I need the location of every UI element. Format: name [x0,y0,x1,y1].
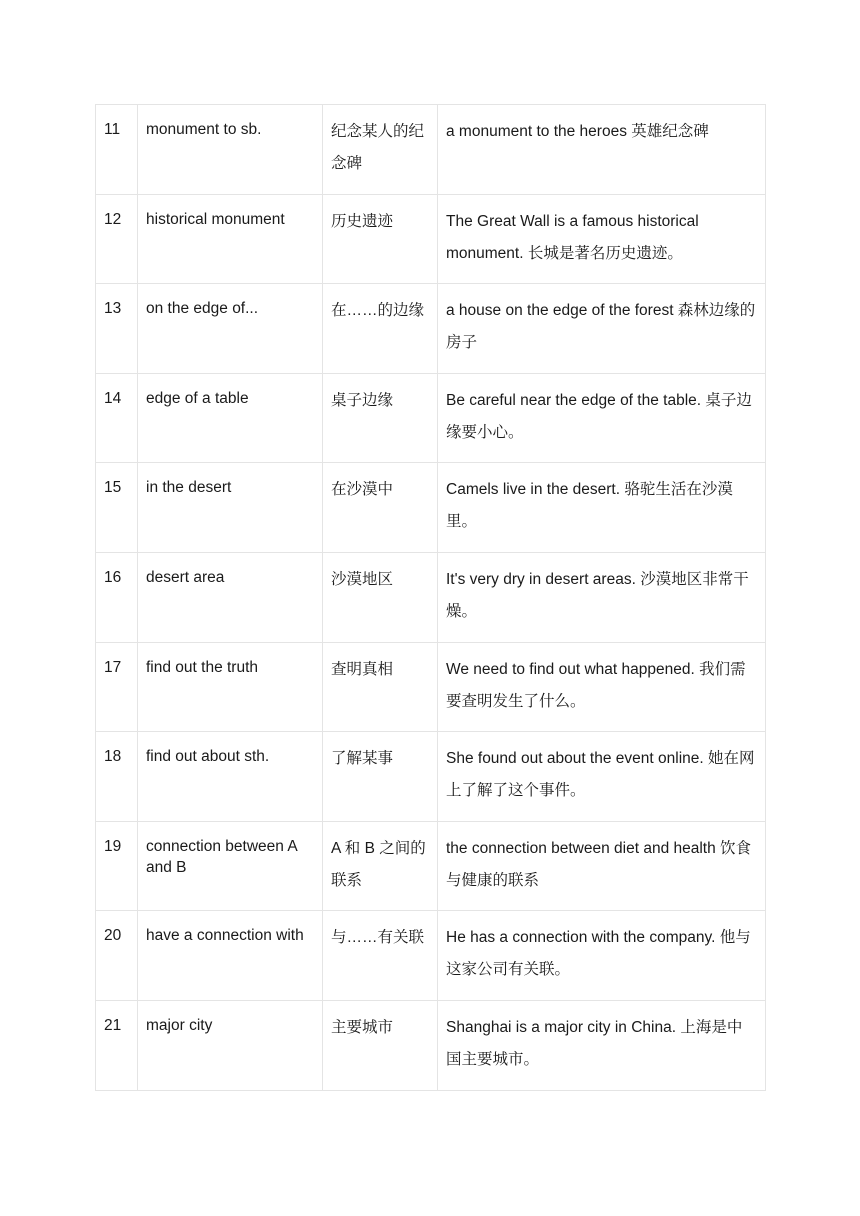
example-cell [438,552,766,642]
phrase-cell [138,821,323,911]
meaning-cell [323,642,438,732]
phrase-cell [138,373,323,463]
example-cell [438,194,766,284]
row-number: 11 [104,121,121,138]
row-number-cell [96,284,138,374]
phrase-cell [138,642,323,732]
row-number-cell [96,732,138,822]
english-phrase: connection between A and B [146,837,297,876]
example-cell [438,911,766,1001]
table-row [96,911,766,1001]
chinese-meaning: 与……有关联 [331,929,425,947]
english-phrase: desert area [146,568,225,586]
example-cell [438,732,766,822]
vocabulary-table-body [96,105,766,1091]
example-cell [438,642,766,732]
chinese-meaning: 纪念某人的纪念碑 [331,123,425,172]
meaning-cell [323,732,438,822]
example-cell [438,821,766,911]
meaning-cell [323,105,438,195]
english-phrase: in the desert [146,479,232,497]
phrase-cell [138,284,323,374]
example-sentence: Camels live in the desert. 骆驼生活在沙漠里。 [446,481,733,531]
meaning-cell [323,463,438,553]
table-row [96,552,766,642]
example-sentence: We need to find out what happened. 我们需要查明发生了什么。 [446,660,746,710]
example-sentence: The Great Wall is a famous historical monument. 长城是著名历史遗迹。 [446,212,699,262]
phrase-cell [138,1000,323,1090]
chinese-meaning: 桌子边缘 [331,391,394,409]
chinese-meaning: A 和 B 之间的联系 [331,839,426,889]
chinese-meaning: 查明真相 [331,660,394,678]
english-phrase: on the edge of... [146,300,259,318]
phrase-cell [138,105,323,195]
row-number: 13 [104,300,122,318]
english-phrase: edge of a table [146,389,249,407]
example-sentence: the connection between diet and health 饮食与健康的联系 [446,839,752,889]
chinese-meaning: 了解某事 [331,750,394,768]
row-number-cell [96,463,138,553]
chinese-meaning: 历史遗迹 [331,212,394,230]
row-number: 12 [104,210,122,228]
meaning-cell [323,373,438,463]
table-row [96,732,766,822]
example-cell [438,1000,766,1090]
english-phrase: historical monument [146,210,285,228]
meaning-cell [323,552,438,642]
row-number-cell [96,642,138,732]
meaning-cell [323,911,438,1001]
row-number: 16 [104,568,122,586]
example-sentence: a monument to the heroes 英雄纪念碑 [446,123,709,140]
phrase-cell [138,732,323,822]
example-sentence: a house on the edge of the forest 森林边缘的房子 [446,302,756,352]
meaning-cell [323,194,438,284]
row-number: 18 [104,748,122,766]
table-row [96,1000,766,1090]
english-phrase: monument to sb. [146,121,262,138]
meaning-cell [323,1000,438,1090]
chinese-meaning: 沙漠地区 [331,570,394,588]
row-number: 17 [104,658,122,676]
example-cell [438,463,766,553]
phrase-cell [138,194,323,284]
example-sentence: He has a connection with the company. 他与这家公司有关联。 [446,929,751,979]
row-number-cell [96,821,138,911]
english-phrase: major city [146,1016,213,1034]
table-row [96,463,766,553]
row-number-cell [96,105,138,195]
phrase-cell [138,911,323,1001]
example-sentence: Be careful near the edge of the table. 桌子边缘要小心。 [446,391,752,441]
example-sentence: It's very dry in desert areas. 沙漠地区非常干燥。 [446,570,749,620]
chinese-meaning: 主要城市 [331,1018,394,1036]
table-row [96,284,766,374]
phrase-cell [138,463,323,553]
example-sentence: She found out about the event online. 她在网上了解了这个事件。 [446,750,755,800]
phrase-cell [138,552,323,642]
chinese-meaning: 在……的边缘 [331,302,425,320]
row-number: 21 [104,1016,122,1034]
example-cell [438,284,766,374]
english-phrase: find out about sth. [146,748,270,766]
row-number-cell [96,552,138,642]
chinese-meaning: 在沙漠中 [331,481,394,499]
row-number-cell [96,911,138,1001]
row-number-cell [96,194,138,284]
english-phrase: have a connection with [146,927,304,945]
table-row [96,194,766,284]
table-row [96,105,766,195]
english-phrase: find out the truth [146,658,259,676]
example-sentence: Shanghai is a major city in China. 上海是中国主要城市。 [446,1018,743,1068]
row-number: 15 [104,479,122,497]
example-cell [438,373,766,463]
meaning-cell [323,284,438,374]
row-number-cell [96,1000,138,1090]
table-row [96,373,766,463]
meaning-cell [323,821,438,911]
table-row [96,642,766,732]
row-number: 19 [104,837,122,855]
table-row [96,821,766,911]
row-number: 20 [104,927,122,945]
vocabulary-table [95,104,766,1091]
row-number: 14 [104,389,122,407]
row-number-cell [96,373,138,463]
example-cell [438,105,766,195]
